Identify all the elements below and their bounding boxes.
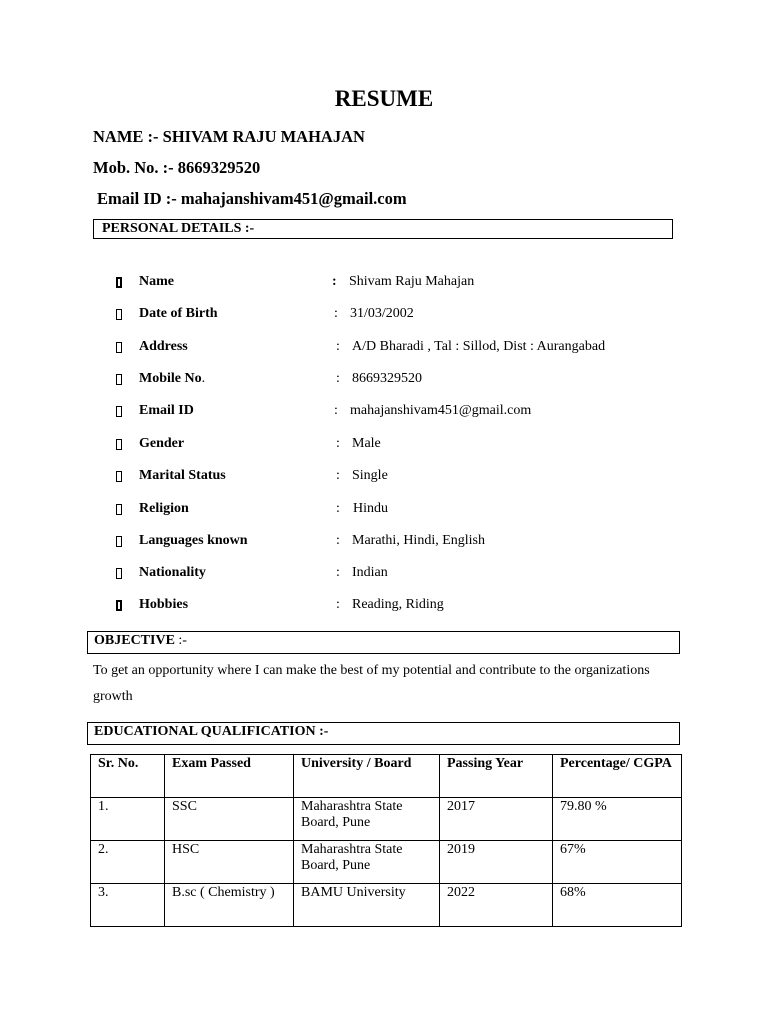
detail-value: mahajanshivam451@gmail.com bbox=[350, 403, 532, 418]
detail-value: 31/03/2002 bbox=[350, 306, 414, 321]
detail-colon: : bbox=[336, 339, 340, 354]
resume-title: RESUME bbox=[334, 86, 434, 111]
bullet-icon bbox=[116, 277, 122, 288]
table-cell: B.sc ( Chemistry ) bbox=[165, 884, 294, 927]
detail-value: Single bbox=[352, 468, 388, 483]
detail-label: Languages known bbox=[139, 533, 248, 548]
detail-label-suffix: . bbox=[201, 371, 206, 386]
column-header: University / Board bbox=[294, 755, 440, 798]
table-cell: 1. bbox=[91, 798, 165, 841]
name-line: NAME :- SHIVAM RAJU MAHAJAN bbox=[93, 127, 365, 146]
detail-colon: : bbox=[332, 274, 337, 289]
detail-value: 8669329520 bbox=[352, 371, 422, 386]
detail-colon: : bbox=[336, 436, 340, 451]
table-cell: SSC bbox=[165, 798, 294, 841]
detail-label: Marital Status bbox=[139, 468, 226, 483]
table-cell: Maharashtra State Board, Pune bbox=[294, 798, 440, 841]
column-header: Exam Passed bbox=[165, 755, 294, 798]
table-header-row bbox=[91, 755, 682, 798]
detail-label: Email ID bbox=[139, 403, 194, 418]
bullet-icon bbox=[116, 600, 122, 611]
education-heading bbox=[87, 722, 680, 745]
detail-label-text: Mobile No bbox=[139, 371, 202, 386]
detail-value: Shivam Raju Mahajan bbox=[349, 274, 475, 289]
objective-heading-text: OBJECTIVE bbox=[94, 633, 175, 648]
detail-colon: : bbox=[336, 565, 340, 580]
table-cell: 2. bbox=[91, 841, 165, 884]
objective-text: To get an opportunity where I can make the best of my potential and contribute to the organizations growth bbox=[93, 663, 650, 704]
personal-details-heading bbox=[93, 219, 673, 239]
mobile-line: Mob. No. :- 8669329520 bbox=[93, 158, 261, 177]
column-header: Percentage/ CGPA bbox=[553, 755, 682, 798]
education-heading-text: EDUCATIONAL QUALIFICATION :- bbox=[94, 724, 329, 739]
bullet-icon bbox=[116, 406, 122, 417]
column-header: Sr. No. bbox=[91, 755, 165, 798]
detail-colon: : bbox=[336, 501, 340, 516]
objective-heading bbox=[87, 631, 680, 654]
bullet-icon bbox=[116, 342, 122, 353]
table-cell: 79.80 % bbox=[553, 798, 682, 841]
detail-label: Nationality bbox=[139, 565, 206, 580]
detail-colon: : bbox=[336, 371, 340, 386]
detail-value: Male bbox=[352, 436, 381, 451]
education-table bbox=[90, 754, 682, 927]
bullet-icon bbox=[116, 374, 122, 385]
bullet-icon bbox=[116, 568, 122, 579]
table-cell: BAMU University bbox=[294, 884, 440, 927]
table-row bbox=[91, 798, 682, 841]
detail-value: Marathi, Hindi, English bbox=[352, 533, 485, 548]
detail-value: Hindu bbox=[353, 501, 388, 516]
detail-label: Date of Birth bbox=[139, 306, 218, 321]
detail-colon: : bbox=[334, 403, 338, 418]
table-row bbox=[91, 884, 682, 927]
table-cell: 2017 bbox=[440, 798, 553, 841]
detail-colon: : bbox=[334, 306, 338, 321]
detail-label: Gender bbox=[139, 436, 185, 451]
detail-value: A/D Bharadi , Tal : Sillod, Dist : Aurangabad bbox=[352, 339, 606, 354]
table-cell: 2022 bbox=[440, 884, 553, 927]
table-cell: Maharashtra State Board, Pune bbox=[294, 841, 440, 884]
detail-label: Name bbox=[139, 274, 174, 289]
table-cell: HSC bbox=[165, 841, 294, 884]
table-cell: 67% bbox=[553, 841, 682, 884]
detail-colon: : bbox=[336, 533, 340, 548]
table-cell: 68% bbox=[553, 884, 682, 927]
objective-heading-suffix: :- bbox=[174, 633, 187, 648]
bullet-icon bbox=[116, 439, 122, 450]
bullet-icon bbox=[116, 536, 122, 547]
detail-label: Hobbies bbox=[139, 597, 189, 612]
table-row bbox=[91, 841, 682, 884]
detail-label: Address bbox=[139, 339, 188, 354]
bullet-icon bbox=[116, 471, 122, 482]
email-line: Email ID :- mahajanshivam451@gmail.com bbox=[97, 189, 407, 208]
detail-value: Reading, Riding bbox=[352, 597, 444, 612]
detail-colon: : bbox=[336, 597, 340, 612]
personal-details-heading-text: PERSONAL DETAILS :- bbox=[102, 221, 255, 236]
table-cell: 2019 bbox=[440, 841, 553, 884]
table-cell: 3. bbox=[91, 884, 165, 927]
detail-value: Indian bbox=[352, 565, 388, 580]
column-header: Passing Year bbox=[440, 755, 553, 798]
bullet-icon bbox=[116, 309, 122, 320]
detail-label: Religion bbox=[139, 501, 189, 516]
bullet-icon bbox=[116, 504, 122, 515]
detail-colon: : bbox=[336, 468, 340, 483]
detail-label bbox=[139, 371, 205, 387]
